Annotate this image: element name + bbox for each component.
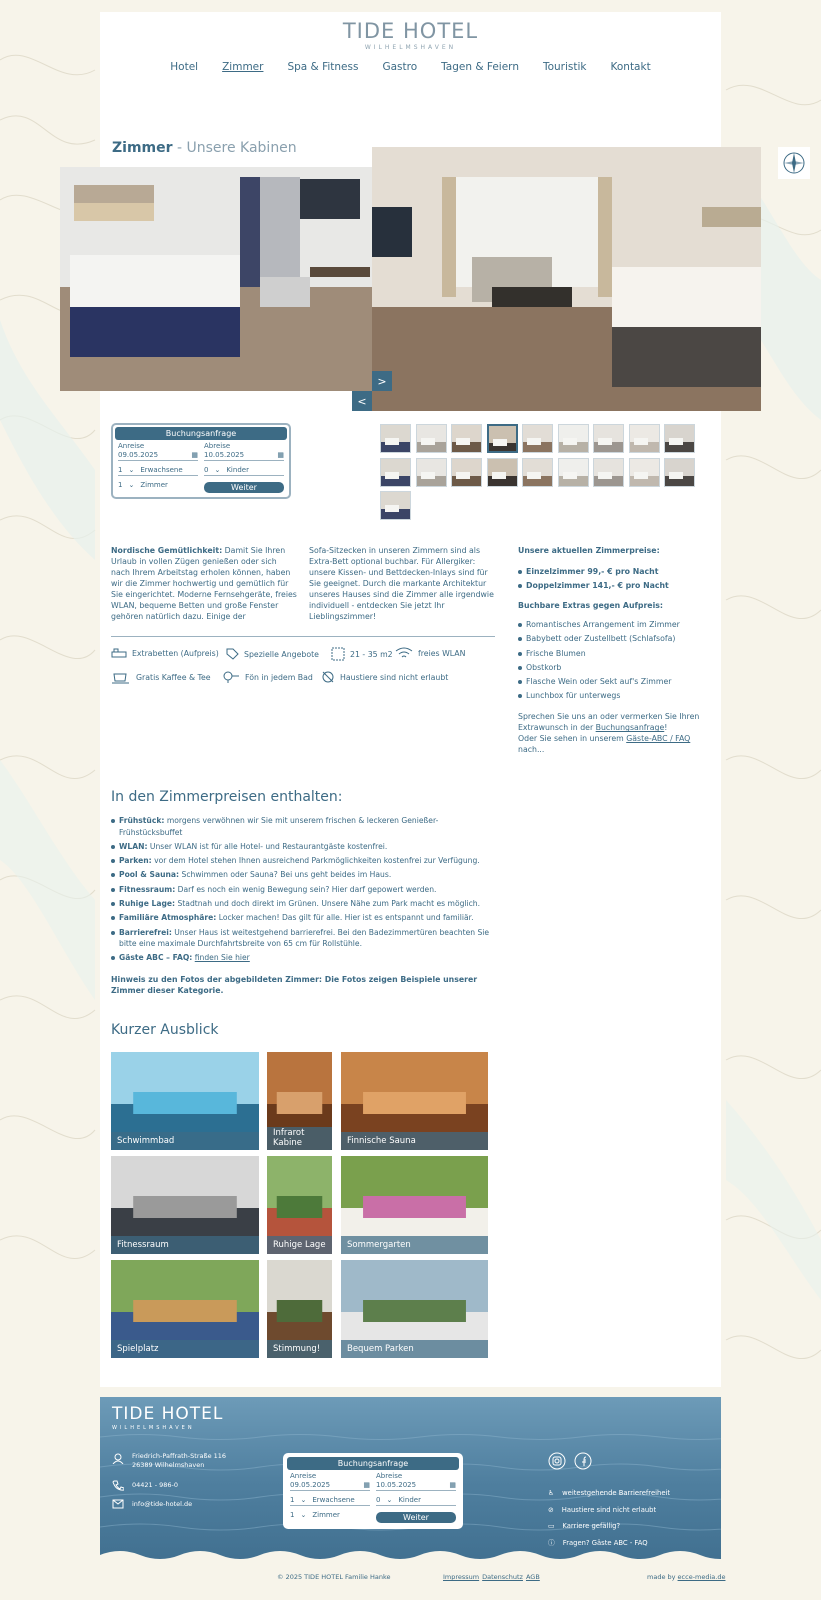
- outlook-tile[interactable]: [267, 1156, 332, 1254]
- tile-caption: Sommergarten: [341, 1236, 488, 1254]
- footer-departure-label: Abreise: [376, 1472, 403, 1480]
- logo-subtext: WILHELMSHAVEN: [364, 44, 457, 51]
- included-value: Stadtnah und doch direkt im Grünen. Unsere Nähe zum Park macht es möglich.: [175, 898, 481, 908]
- included-key: Gäste ABC – FAQ:: [119, 953, 193, 963]
- footer-departure-value: 10.05.2025: [376, 1481, 417, 1489]
- amenity-label: Extrabetten (Aufpreis): [132, 648, 219, 658]
- social-links: [548, 1452, 592, 1470]
- outlook-tile[interactable]: [341, 1156, 488, 1254]
- rooms-label: Zimmer: [140, 481, 168, 489]
- footer-rooms-label: Zimmer: [312, 1511, 340, 1519]
- room-photo-2: [372, 147, 761, 411]
- room-thumbnail[interactable]: [629, 424, 660, 453]
- rooms-value: 1: [118, 481, 123, 489]
- included-item: [111, 912, 501, 924]
- included-key: Parken:: [119, 856, 152, 866]
- email-address: info@tide-hotel.de: [132, 1500, 193, 1508]
- calendar-icon: ▦: [277, 451, 284, 459]
- footer-link-label: Haustiere sind nicht erlaubt: [561, 1505, 657, 1514]
- price-single: Einzelzimmer 99,- € pro Nacht: [518, 566, 713, 577]
- room-thumbnail[interactable]: [558, 424, 589, 453]
- hairdryer-icon: [222, 670, 240, 684]
- footer-arrival-label: Anreise: [290, 1472, 317, 1480]
- included-item: [111, 884, 501, 896]
- impressum-link[interactable]: Impressum: [443, 1573, 480, 1581]
- tile-caption: Finnische Sauna: [341, 1132, 488, 1150]
- area-icon: [331, 647, 345, 661]
- tile-caption: Bequem Parken: [341, 1340, 488, 1358]
- amenity-label: Gratis Kaffee & Tee: [136, 672, 211, 682]
- children-value: 0: [204, 466, 209, 474]
- intro-body-1: Damit Sie Ihren Urlaub in vollen Zügen genießen oder sich nach Ihrem Arbeitstag erholen können, haben wir die Zimmer hochwertig und gemütlich für Sie eingerichtet. Moderne Fernsehgeräte, freies WLAN, bequeme Betten und große Fenster gehören natürlich dazu. Einige der: [111, 546, 297, 621]
- footer-children-select[interactable]: [376, 1495, 456, 1506]
- included-value: Schwimmen oder Sauna? Bei uns geht beides im Haus.: [179, 870, 392, 880]
- arrival-date-input[interactable]: [118, 450, 198, 461]
- phone-number: 04421 - 986-0: [132, 1481, 179, 1489]
- included-item: [111, 927, 501, 950]
- footer-booking-form: [283, 1453, 463, 1529]
- legal-links: [443, 1573, 540, 1581]
- included-key: Familiäre Atmosphäre:: [119, 913, 217, 923]
- room-thumbnail[interactable]: [664, 458, 695, 487]
- included-key: Fitnessraum:: [119, 884, 176, 894]
- footer-rooms-value: 1: [290, 1511, 295, 1519]
- children-label: Kinder: [226, 466, 249, 474]
- contact-text-4: nach...: [518, 745, 545, 755]
- booking-submit-button[interactable]: Weiter: [204, 482, 284, 493]
- children-select[interactable]: [204, 465, 284, 476]
- footer-adults-value: 1: [290, 1496, 295, 1504]
- phone-icon: [112, 1479, 124, 1491]
- room-thumbnail[interactable]: [522, 424, 553, 453]
- footer-link-faq[interactable]: [548, 1535, 670, 1552]
- nav-gastro[interactable]: Gastro: [382, 61, 418, 73]
- outlook-tile[interactable]: [267, 1052, 332, 1150]
- agency-link[interactable]: ecce-media.de: [677, 1573, 726, 1581]
- nav-kontakt[interactable]: Kontakt: [610, 61, 651, 73]
- main-nav: [100, 61, 721, 73]
- arrival-label: Anreise: [118, 442, 145, 450]
- extra-item: Romantisches Arrangement im Zimmer: [518, 619, 713, 630]
- room-thumbnail[interactable]: [629, 458, 660, 487]
- included-key: WLAN:: [119, 841, 148, 851]
- nav-hotel[interactable]: Hotel: [170, 61, 199, 73]
- footer-address: [112, 1452, 226, 1470]
- footer-booking-title: Buchungsanfrage: [287, 1457, 459, 1470]
- contact-text-2: !: [664, 723, 668, 733]
- question-icon: ⓘ: [548, 1538, 555, 1547]
- no-pets-icon: ⊘: [548, 1505, 554, 1514]
- extras-contact-text: [518, 711, 713, 755]
- site-footer: [100, 1397, 721, 1567]
- amenity-hairdryer: [222, 670, 313, 684]
- made-by: [647, 1573, 725, 1581]
- extra-item: Flasche Wein oder Sekt auf's Zimmer: [518, 676, 713, 687]
- footer-links: [548, 1485, 670, 1551]
- facebook-icon[interactable]: [574, 1452, 592, 1470]
- included-key: Ruhige Lage:: [119, 898, 176, 908]
- outlook-tile[interactable]: [111, 1052, 259, 1150]
- included-item: [111, 855, 501, 867]
- included-value: Locker machen! Das gilt für alle. Hier ist es entspannt und familiär.: [216, 913, 474, 923]
- outlook-heading: Kurzer Ausblick: [111, 1022, 219, 1038]
- room-thumbnail[interactable]: [451, 424, 482, 453]
- footer-link-career[interactable]: [548, 1518, 670, 1535]
- footer-logo[interactable]: [112, 1404, 223, 1431]
- gallery-next-button[interactable]: >: [372, 371, 392, 391]
- chevron-down-icon: ⌄: [386, 1496, 393, 1504]
- extra-item: Babybett oder Zustellbett (Schlafsofa): [518, 633, 713, 644]
- footer-children-label: Kinder: [398, 1496, 421, 1504]
- chevron-down-icon: ⌄: [300, 1511, 307, 1519]
- included-key: Frühstück:: [119, 816, 165, 825]
- extra-item: Lunchbox für unterwegs: [518, 690, 713, 701]
- amenity-pets: [321, 670, 448, 684]
- footer-departure-input[interactable]: [376, 1480, 456, 1491]
- arrival-date-value: 09.05.2025: [118, 451, 159, 459]
- included-item: [111, 815, 501, 838]
- booking-form: [111, 423, 291, 499]
- nav-zimmer[interactable]: Zimmer: [222, 61, 264, 73]
- address-line-1: Friedrich-Paffrath-Straße 116: [132, 1452, 227, 1460]
- page-subtitle: Unsere Kabinen: [186, 140, 297, 156]
- amenity-coffee: [111, 670, 211, 684]
- tile-caption: Schwimmbad: [111, 1132, 259, 1150]
- no-pets-icon: [321, 670, 335, 684]
- included-key: Pool & Sauna:: [119, 870, 180, 880]
- location-icon: [112, 1452, 124, 1464]
- included-value: Darf es noch ein wenig Bewegung sein? Hier darf gepowert werden.: [175, 884, 437, 894]
- room-thumbnail[interactable]: [380, 424, 411, 453]
- room-thumbnail[interactable]: [451, 458, 482, 487]
- footer-link-label: weitestgehende Barrierefreiheit: [562, 1489, 671, 1497]
- adults-value: 1: [118, 466, 123, 474]
- tile-caption: Spielplatz: [111, 1340, 259, 1358]
- copyright: © 2025 TIDE HOTEL Familie Hanke: [277, 1573, 391, 1581]
- room-thumbnail[interactable]: [593, 424, 624, 453]
- room-thumbnail[interactable]: [487, 424, 518, 453]
- rooms-select[interactable]: [118, 480, 198, 490]
- included-key: Barrierefrei:: [119, 927, 172, 937]
- calendar-icon: ▦: [191, 451, 198, 459]
- divider: [111, 636, 495, 637]
- site-header: [100, 12, 721, 87]
- tile-caption: Fitnessraum: [111, 1236, 259, 1254]
- room-thumbnail[interactable]: [416, 424, 447, 453]
- amenity-label: freies WLAN: [418, 648, 466, 658]
- included-item: [111, 841, 501, 853]
- footer-adults-label: Erwachsene: [312, 1496, 355, 1504]
- footer-children-value: 0: [376, 1496, 381, 1504]
- prices-panel: [518, 545, 713, 755]
- amenity-area: [331, 647, 393, 661]
- wheelchair-icon: ♿: [548, 1489, 555, 1497]
- outlook-tile[interactable]: [111, 1260, 259, 1358]
- outlook-tile[interactable]: [341, 1260, 488, 1358]
- included-value: vor dem Hotel stehen Ihnen ausreichend Parkmöglichkeiten kostenfrei zur Verfügung.: [151, 856, 480, 866]
- adults-label: Erwachsene: [140, 466, 183, 474]
- extra-item: Frische Blumen: [518, 648, 713, 659]
- amenity-offers: [225, 647, 319, 661]
- room-thumbnail[interactable]: [593, 458, 624, 487]
- footer-adults-select[interactable]: [290, 1495, 370, 1506]
- intro-text-col2: [309, 545, 495, 622]
- compass-icon[interactable]: [778, 147, 810, 179]
- made-by-text: made by: [647, 1573, 678, 1581]
- briefcase-icon: ▭: [548, 1522, 555, 1530]
- bed-icon: [111, 647, 127, 659]
- footer-phone[interactable]: [112, 1479, 178, 1491]
- footer-link-label: Fragen? Gäste ABC - FAQ: [562, 1538, 648, 1547]
- tile-caption: Ruhige Lage: [267, 1236, 332, 1254]
- extras-heading: Buchbare Extras gegen Aufpreis:: [518, 601, 664, 610]
- footer-link-pets[interactable]: [548, 1502, 670, 1519]
- included-item: [111, 952, 501, 964]
- included-value: Unser Haus ist weitestgehend barrierefrei. Bei den Badezimmertüren beachten Sie bitte eine maximale Durchfahrtsbreite von 65 cm für Rollstühle.: [119, 927, 490, 949]
- page-title-main: Zimmer: [112, 140, 173, 156]
- footer-arrival-value: 09.05.2025: [290, 1481, 331, 1489]
- outlook-tile[interactable]: [341, 1052, 488, 1150]
- wifi-icon: [395, 647, 413, 659]
- footer-booking-submit[interactable]: Weiter: [376, 1512, 456, 1523]
- amenity-extrabeds: [111, 647, 219, 659]
- chevron-down-icon: ⌄: [128, 466, 135, 474]
- booking-request-link[interactable]: Buchungsanfrage: [595, 723, 665, 733]
- faq-link[interactable]: finden Sie hier: [194, 953, 250, 963]
- intro-lead: Nordische Gemütlichkeit:: [111, 546, 223, 555]
- address-line-2: 26389 Wilhelmshaven: [132, 1461, 205, 1469]
- footer-link-accessibility[interactable]: [548, 1485, 670, 1502]
- room-thumbnail[interactable]: [664, 424, 695, 453]
- prices-heading: Unsere aktuellen Zimmerpreise:: [518, 546, 660, 555]
- mail-icon: [112, 1499, 124, 1509]
- departure-date-input[interactable]: [204, 450, 284, 461]
- footer-rooms-select[interactable]: [290, 1510, 370, 1520]
- adults-select[interactable]: [118, 465, 198, 476]
- amenity-label: Spezielle Angebote: [244, 649, 319, 659]
- footer-arrival-input[interactable]: [290, 1480, 370, 1491]
- room-thumbnail[interactable]: [380, 491, 411, 520]
- page-title: [112, 140, 297, 156]
- amenity-label: Fön in jedem Bad: [245, 672, 313, 682]
- calendar-icon: ▦: [449, 1481, 456, 1489]
- included-item: [111, 898, 501, 910]
- tag-icon: [225, 647, 239, 661]
- chevron-down-icon: ⌄: [300, 1496, 307, 1504]
- amenity-label: 21 - 35 m2: [350, 649, 393, 659]
- chevron-down-icon: ⌄: [128, 481, 135, 489]
- footer-logo-subtext: WILHELMSHAVEN: [112, 1425, 195, 1431]
- room-thumbnail[interactable]: [558, 458, 589, 487]
- gallery-prev-button[interactable]: <: [352, 391, 372, 411]
- cup-icon: [111, 670, 131, 684]
- included-item: [111, 869, 501, 881]
- outlook-tile[interactable]: [111, 1156, 259, 1254]
- outlook-tile[interactable]: [267, 1260, 332, 1358]
- tile-caption: Stimmung!: [267, 1340, 332, 1358]
- footer-email[interactable]: [112, 1499, 192, 1509]
- departure-label: Abreise: [204, 442, 231, 450]
- agb-link[interactable]: AGB: [525, 1573, 540, 1581]
- instagram-icon[interactable]: [548, 1452, 566, 1470]
- amenity-label: Haustiere sind nicht erlaubt: [340, 672, 449, 682]
- photo-note: Hinweis zu den Fotos der abgebildeten Zimmer: Die Fotos zeigen Beispiele unserer Zimmer dieser Kategorie.: [111, 974, 478, 995]
- departure-date-value: 10.05.2025: [204, 451, 245, 459]
- footer-link-label: Karriere gefällig?: [562, 1522, 621, 1530]
- booking-title: Buchungsanfrage: [115, 427, 287, 440]
- logo-text: TIDE HOTEL: [342, 19, 479, 43]
- room-thumbnail[interactable]: [487, 458, 518, 487]
- room-thumbnail[interactable]: [380, 458, 411, 487]
- nav-tagen-feiern[interactable]: Tagen & Feiern: [441, 61, 519, 73]
- tile-caption: Infrarot Kabine: [267, 1127, 332, 1150]
- included-section: [111, 788, 501, 996]
- faq-link[interactable]: Gäste-ABC / FAQ: [626, 734, 691, 744]
- price-double: Doppelzimmer 141,- € pro Nacht: [518, 580, 713, 591]
- included-value: morgens verwöhnen wir Sie mit unserem frischen & leckeren Genießer-Frühstücksbuffet: [119, 816, 439, 837]
- included-heading: In den Zimmerpreisen enthalten:: [111, 789, 343, 805]
- hotel-logo[interactable]: [100, 19, 721, 51]
- room-photo-1: [60, 167, 372, 391]
- included-value: Unser WLAN ist für alle Hotel- und Restaurantgäste kostenfrei.: [147, 841, 388, 851]
- room-thumbnail[interactable]: [416, 458, 447, 487]
- calendar-icon: ▦: [363, 1481, 370, 1489]
- chevron-down-icon: ⌄: [214, 466, 221, 474]
- extra-item: Obstkorb: [518, 662, 713, 673]
- datenschutz-link[interactable]: Datenschutz: [482, 1573, 523, 1581]
- amenity-wifi: [395, 647, 465, 659]
- intro-body-2: Sofa-Sitzecken in unseren Zimmern sind als Extra-Bett optional buchbar. Für Allergiker: unsere Kissen- und Bettdecken-Inlays sind für Sie geeignet. Durch die markante Architektur unseres Hauses sind die Zimmer alle irgendwie individuell - entdecken Sie jetzt Ihr Lieblingszimmer!: [309, 546, 494, 621]
- contact-text-1: Sprechen Sie uns an oder vermerken Sie Ihren Extrawunsch in der: [518, 712, 700, 733]
- intro-text-col1: [111, 545, 297, 622]
- nav-spa-fitness[interactable]: Spa & Fitness: [287, 61, 359, 73]
- nav-touristik[interactable]: Touristik: [542, 61, 587, 73]
- footer-logo-text: TIDE HOTEL: [112, 1404, 224, 1424]
- room-thumbnail[interactable]: [522, 458, 553, 487]
- contact-text-3: Oder Sie sehen in unserem: [518, 734, 627, 744]
- page-title-separator: -: [172, 140, 187, 156]
